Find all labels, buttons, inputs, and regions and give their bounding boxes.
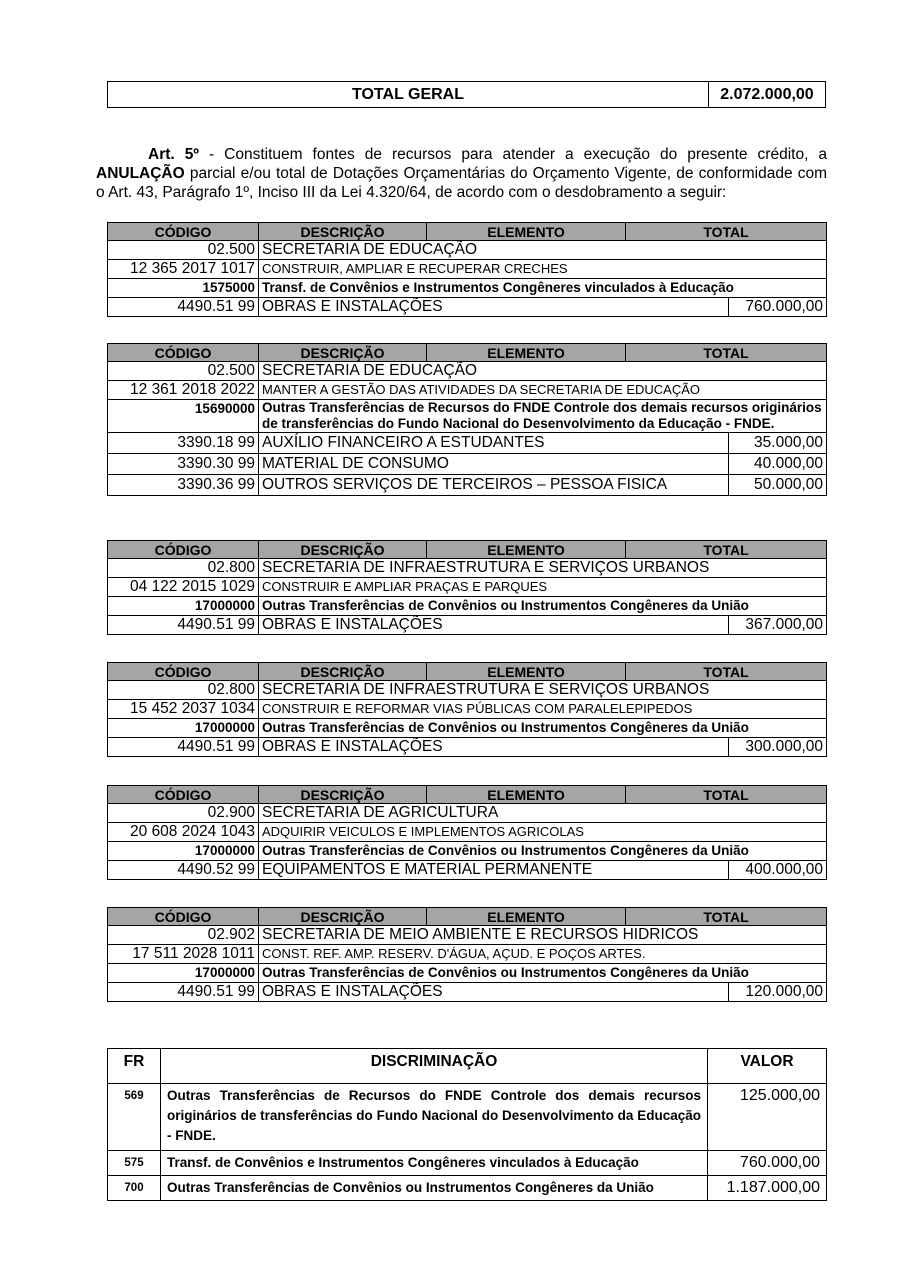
fr-code: 575 [108, 1151, 161, 1176]
project-code: 04 122 2015 1029 [108, 578, 259, 597]
source-name: Outras Transferências de Convênios ou Instrumentos Congêneres da União [259, 964, 827, 983]
project-code: 15 452 2037 1034 [108, 700, 259, 719]
item-value: 120.000,00 [729, 983, 827, 1002]
source-name: Outras Transferências de Convênios ou Instrumentos Congêneres da União [259, 719, 827, 738]
header-descricao: DESCRIÇÃO [259, 908, 427, 926]
source-code: 17000000 [108, 964, 259, 983]
header-discriminacao: DISCRIMINAÇÃO [161, 1049, 708, 1084]
header-codigo: CÓDIGO [108, 786, 259, 804]
source-code: 17000000 [108, 719, 259, 738]
total-geral-value: 2.072.000,00 [709, 82, 826, 108]
project-name: CONSTRUIR E AMPLIAR PRAÇAS E PARQUES [259, 578, 827, 597]
source-code: 17000000 [108, 597, 259, 616]
unit-name: SECRETARIA DE INFRAESTRUTURA E SERVIÇOS URBANOS [259, 681, 827, 700]
item-code: 4490.51 99 [108, 983, 259, 1002]
item-code: 4490.51 99 [108, 738, 259, 757]
item-desc: OUTROS SERVIÇOS DE TERCEIROS – PESSOA FISICA [259, 475, 729, 496]
header-valor: VALOR [708, 1049, 827, 1084]
item-desc: EQUIPAMENTOS E MATERIAL PERMANENTE [259, 861, 729, 880]
unit-code: 02.902 [108, 926, 259, 945]
discriminacao-table [107, 1048, 827, 1201]
item-code: 3390.36 99 [108, 475, 259, 496]
header-descricao: DESCRIÇÃO [259, 786, 427, 804]
item-desc: OBRAS E INSTALAÇÕES [259, 298, 729, 317]
header-codigo: CÓDIGO [108, 908, 259, 926]
header-descricao: DESCRIÇÃO [259, 663, 427, 681]
allocation-block [107, 343, 827, 496]
item-desc: AUXÍLIO FINANCEIRO A ESTUDANTES [259, 433, 729, 454]
article-text-2: parcial e/ou total de Dotações Orçamentárias do Orçamento Vigente, de conformidade com o Art. 43, Parágrafo 1º, Inciso III da Lei 4.320/64, de acordo com o desdobramento a seguir: [96, 165, 827, 201]
header-total: TOTAL [626, 344, 827, 362]
project-name: MANTER A GESTÃO DAS ATIVIDADES DA SECRETARIA DE EDUCAÇÃO [259, 381, 827, 400]
project-code: 17 511 2028 1011 [108, 945, 259, 964]
fr-value: 760.000,00 [708, 1151, 827, 1176]
header-elemento: ELEMENTO [427, 663, 626, 681]
item-code: 4490.51 99 [108, 298, 259, 317]
unit-name: SECRETARIA DE EDUCAÇÃO [259, 241, 827, 260]
header-descricao: DESCRIÇÃO [259, 541, 427, 559]
item-value: 760.000,00 [729, 298, 827, 317]
source-code: 17000000 [108, 842, 259, 861]
article-anulacao: ANULAÇÃO [96, 165, 185, 182]
article-number: Art. 5º [148, 146, 199, 163]
header-elemento: ELEMENTO [427, 223, 626, 241]
fr-value: 125.000,00 [708, 1084, 827, 1151]
item-value: 400.000,00 [729, 861, 827, 880]
item-desc: OBRAS E INSTALAÇÕES [259, 983, 729, 1002]
fr-description: Outras Transferências de Convênios ou Instrumentos Congêneres da União [161, 1176, 708, 1201]
allocation-block [107, 785, 827, 880]
project-name: ADQUIRIR VEICULOS E IMPLEMENTOS AGRICOLAS [259, 823, 827, 842]
project-code: 20 608 2024 1043 [108, 823, 259, 842]
header-elemento: ELEMENTO [427, 344, 626, 362]
unit-name: SECRETARIA DE AGRICULTURA [259, 804, 827, 823]
unit-name: SECRETARIA DE INFRAESTRUTURA E SERVIÇOS URBANOS [259, 559, 827, 578]
unit-code: 02.800 [108, 559, 259, 578]
project-code: 12 361 2018 2022 [108, 381, 259, 400]
item-desc: OBRAS E INSTALAÇÕES [259, 738, 729, 757]
project-name: CONSTRUIR E REFORMAR VIAS PÚBLICAS COM PARALELEPIPEDOS [259, 700, 827, 719]
unit-name: SECRETARIA DE EDUCAÇÃO [259, 362, 827, 381]
item-value: 300.000,00 [729, 738, 827, 757]
item-value: 367.000,00 [729, 616, 827, 635]
unit-code: 02.800 [108, 681, 259, 700]
allocation-block [107, 662, 827, 757]
item-value: 50.000,00 [729, 475, 827, 496]
unit-name: SECRETARIA DE MEIO AMBIENTE E RECURSOS HIDRICOS [259, 926, 827, 945]
header-elemento: ELEMENTO [427, 541, 626, 559]
source-name: Outras Transferências de Convênios ou Instrumentos Congêneres da União [259, 597, 827, 616]
header-total: TOTAL [626, 663, 827, 681]
item-desc: OBRAS E INSTALAÇÕES [259, 616, 729, 635]
total-geral-label: TOTAL GERAL [108, 82, 709, 108]
item-code: 4490.51 99 [108, 616, 259, 635]
unit-code: 02.500 [108, 241, 259, 260]
fr-description: Outras Transferências de Recursos do FNDE Controle dos demais recursos originários de transferências do Fundo Nacional do Desenvolvimento da Educação - FNDE. [161, 1084, 708, 1151]
header-total: TOTAL [626, 786, 827, 804]
source-code: 1575000 [108, 279, 259, 298]
unit-code: 02.900 [108, 804, 259, 823]
project-name: CONST. REF. AMP. RESERV. D'ÁGUA, AÇUD. E POÇOS ARTES. [259, 945, 827, 964]
unit-code: 02.500 [108, 362, 259, 381]
fr-value: 1.187.000,00 [708, 1176, 827, 1201]
item-desc: MATERIAL DE CONSUMO [259, 454, 729, 475]
project-code: 12 365 2017 1017 [108, 260, 259, 279]
header-descricao: DESCRIÇÃO [259, 344, 427, 362]
header-codigo: CÓDIGO [108, 223, 259, 241]
allocation-block [107, 540, 827, 635]
source-name: Transf. de Convênios e Instrumentos Congêneres vinculados à Educação [259, 279, 827, 298]
header-total: TOTAL [626, 541, 827, 559]
project-name: CONSTRUIR, AMPLIAR E RECUPERAR CRECHES [259, 260, 827, 279]
article-text-1: - Constituem fontes de recursos para atender a execução do presente crédito, a [198, 146, 827, 163]
fr-code: 569 [108, 1084, 161, 1151]
item-code: 3390.30 99 [108, 454, 259, 475]
source-name: Outras Transferências de Convênios ou Instrumentos Congêneres da União [259, 842, 827, 861]
source-name: Outras Transferências de Recursos do FNDE Controle dos demais recursos originários de transferências do Fundo Nacional do Desenvolvimento da Educação - FNDE. [259, 400, 827, 433]
header-codigo: CÓDIGO [108, 663, 259, 681]
fr-description: Transf. de Convênios e Instrumentos Congêneres vinculados à Educação [161, 1151, 708, 1176]
header-total: TOTAL [626, 223, 827, 241]
article-paragraph [96, 145, 827, 202]
item-code: 4490.52 99 [108, 861, 259, 880]
item-code: 3390.18 99 [108, 433, 259, 454]
fr-code: 700 [108, 1176, 161, 1201]
allocation-block [107, 907, 827, 1002]
header-codigo: CÓDIGO [108, 541, 259, 559]
allocation-block [107, 222, 827, 317]
header-fr: FR [108, 1049, 161, 1084]
item-value: 35.000,00 [729, 433, 827, 454]
header-elemento: ELEMENTO [427, 786, 626, 804]
header-elemento: ELEMENTO [427, 908, 626, 926]
header-codigo: CÓDIGO [108, 344, 259, 362]
source-code: 15690000 [108, 400, 259, 433]
total-geral-table [107, 81, 826, 108]
item-value: 40.000,00 [729, 454, 827, 475]
header-total: TOTAL [626, 908, 827, 926]
header-descricao: DESCRIÇÃO [259, 223, 427, 241]
